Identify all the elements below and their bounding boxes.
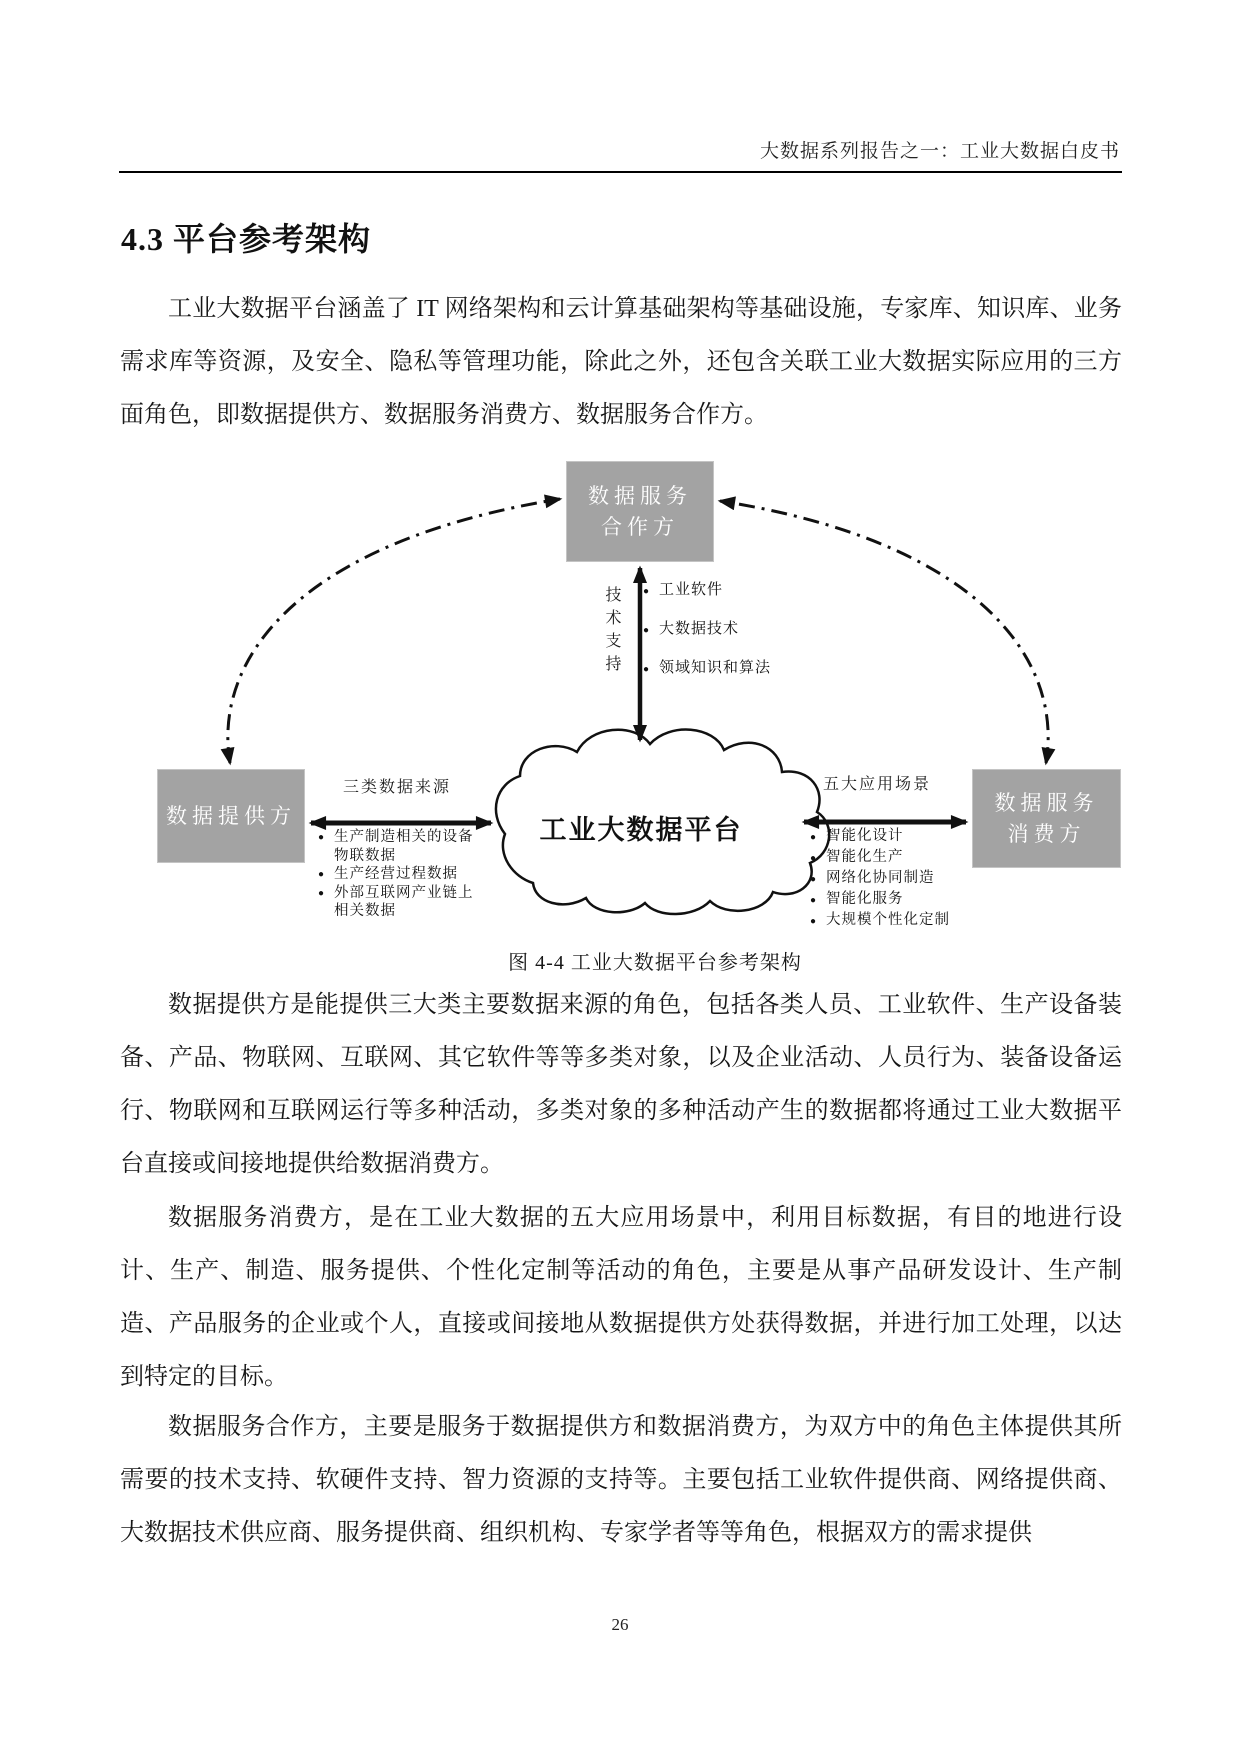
node-data-service-cooperator	[566, 461, 714, 562]
list-item	[810, 889, 1010, 910]
paragraph-intro: 工业大数据平台涵盖了 IT 网络架构和云计算基础架构等基础设施，专家库、知识库、业务需求库等资源，及安全、隐私等管理功能，除此之外，还包含关联工业大数据实际应用的三方面角色，即数据提供方、数据服务消费方、数据服务合作方。	[120, 296, 1122, 428]
list-item	[318, 865, 496, 884]
bullet-icon: ●	[643, 664, 651, 675]
figure-caption: 图 4-4 工业大数据平台参考架构	[508, 952, 802, 974]
scenario-item: 网络化协同制造	[826, 870, 935, 886]
bullet-icon: ●	[318, 832, 326, 843]
tech-item: 工业软件	[659, 582, 724, 598]
figure-4-4-diagram	[120, 422, 1130, 952]
bullet-icon: ●	[318, 869, 326, 880]
tech-item: 领域知识和算法	[659, 660, 772, 676]
list-item	[810, 868, 1010, 889]
consumer-label-line2: 消费方	[1007, 821, 1086, 846]
node-data-provider	[157, 769, 305, 863]
source-item: 生产经营过程数据	[334, 866, 459, 882]
list-item	[643, 617, 771, 642]
running-header: 大数据系列报告之一：工业大数据白皮书	[759, 141, 1120, 162]
scenario-item: 智能化生产	[826, 849, 904, 865]
paragraph-data-cooperator: 数据服务合作方，主要是服务于数据提供方和数据消费方，为双方中的角色主体提供其所需要的技术支持、软硬件支持、智力资源的支持等。主要包括工业软件提供商、网络提供商、大数据技术供应商、服务提供商、组织机构、专家学者等等角色，根据双方的需求提供	[120, 1414, 1122, 1546]
tech-item: 大数据技术	[659, 621, 740, 637]
bullet-icon: ●	[810, 853, 818, 864]
bullet-icon: ●	[810, 832, 818, 843]
bullet-icon: ●	[810, 895, 818, 906]
list-item	[810, 910, 1010, 931]
bullet-icon: ●	[810, 874, 818, 885]
scenario-item: 智能化服务	[826, 891, 904, 907]
source-item: 外部互联网产业链上相关数据	[334, 884, 474, 919]
paragraph-data-consumer: 数据服务消费方，是在工业大数据的五大应用场景中，利用目标数据，有目的地进行设计、生产、制造、服务提供、个性化定制等活动的角色，主要是从事产品研发设计、生产制造、产品服务的企业或个人，直接或间接地从数据提供方处获得数据，并进行加工处理，以达到特定的目标。	[120, 1205, 1122, 1390]
list-item	[810, 847, 1010, 868]
source-item: 生产制造相关的设备物联数据	[334, 829, 474, 864]
page-number: 26	[611, 1615, 629, 1634]
scenarios-label: 五大应用场景	[822, 776, 931, 793]
scenario-item: 智能化设计	[826, 828, 904, 844]
data-sources-label: 三类数据来源	[342, 779, 451, 796]
cooperator-label-line2: 合作方	[601, 514, 679, 539]
list-item	[810, 826, 1010, 847]
scenarios-list	[810, 826, 1010, 931]
list-item	[643, 578, 771, 603]
section-title: 4.3 平台参考架构	[121, 221, 372, 257]
scenario-item: 大规模个性化定制	[826, 912, 951, 928]
provider-cooperator-arc	[228, 499, 560, 763]
tech-support-list	[643, 578, 771, 695]
cooperator-label-line1: 数据服务	[588, 483, 692, 508]
list-item	[643, 656, 771, 681]
bullet-icon: ●	[643, 625, 651, 636]
header-rule	[119, 171, 1122, 173]
list-item	[318, 828, 496, 865]
provider-label: 数据提供方	[166, 803, 296, 828]
tech-support-label: 技术支持	[603, 586, 620, 678]
bullet-icon: ●	[643, 586, 651, 597]
paragraph-data-provider: 数据提供方是能提供三大类主要数据来源的角色，包括各类人员、工业软件、生产设备装备、产品、物联网、互联网、其它软件等等多类对象，以及企业活动、人员行为、装备设备运行、物联网和互联网运行等多种活动，多类对象的多种活动产生的数据都将通过工业大数据平台直接或间接地提供给数据消费方。	[120, 992, 1122, 1177]
list-item	[318, 884, 496, 921]
data-sources-list	[318, 828, 496, 921]
bullet-icon: ●	[810, 916, 818, 927]
consumer-label-line1: 数据服务	[994, 790, 1099, 815]
bullet-icon: ●	[318, 887, 326, 899]
platform-cloud-label: 工业大数据平台	[539, 815, 743, 845]
